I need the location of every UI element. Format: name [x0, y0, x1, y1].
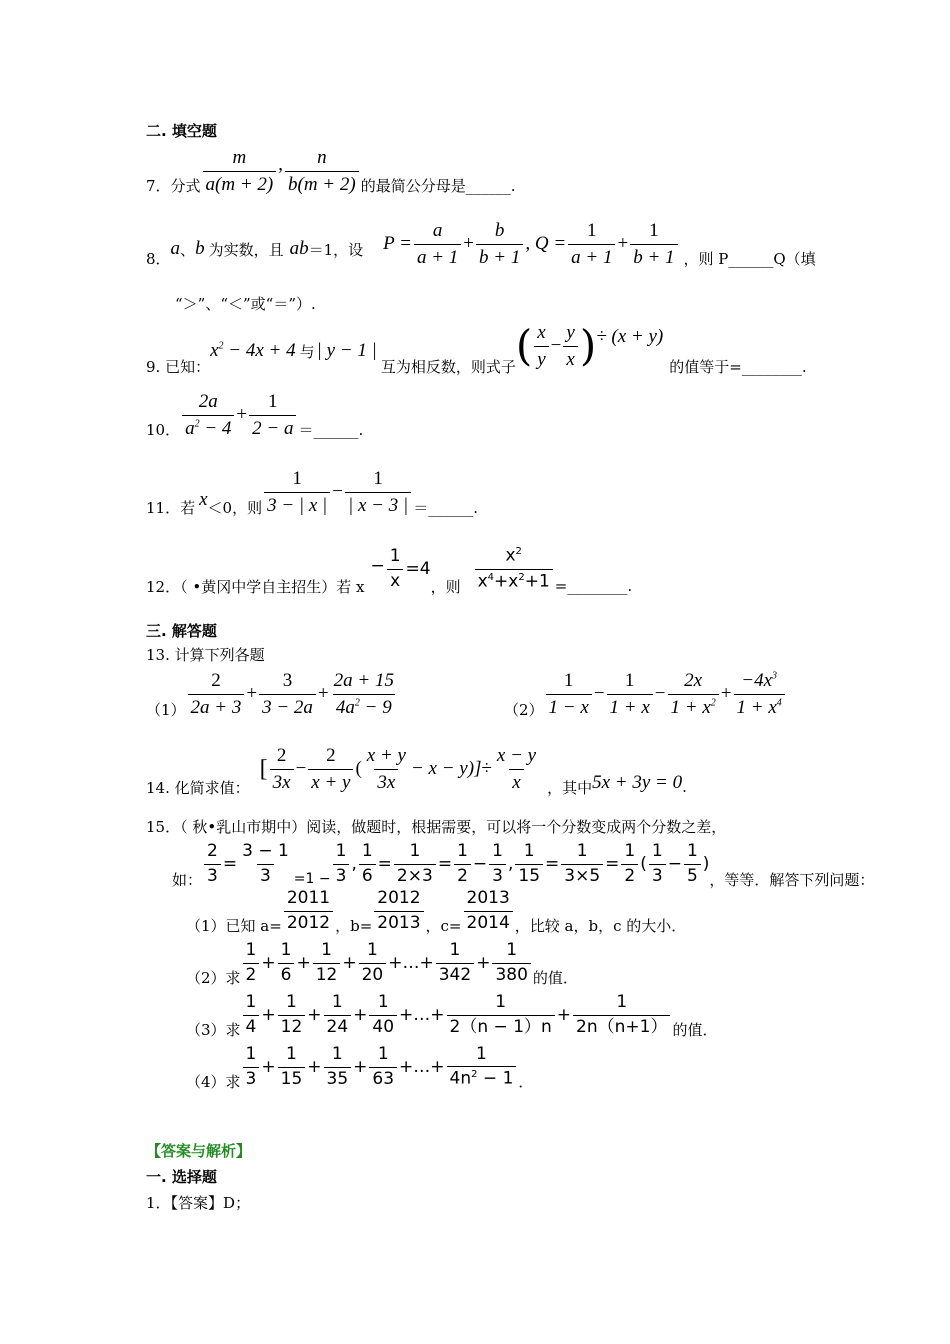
q8-fraction-a: $\frac{a}{a + 1}$ [414, 220, 461, 269]
q15-part-4: （4）求 $\frac{1}{3}$ + $\frac{1}{15}$ + $\frac{1}{35}$ + $\frac{1}{63}$ +…+ $\frac{1}{4n^2 - 1}$ ． [186, 1043, 534, 1091]
q8-fraction-c: $\frac{1}{a + 1}$ [568, 220, 615, 269]
q7-suffix: 的最简公分母是______. [360, 176, 516, 195]
q8-fraction-b: $\frac{b}{b + 1}$ [476, 220, 523, 269]
q15-part-1: （1）已知 a= $\frac{2011}{2012}$ ，b= $\frac{2012}{2013}$ ，c= $\frac{2013}{2014}$ ，比较 a，b，c 的大小． [186, 887, 687, 935]
q13-title: 13. 计算下列各题 [146, 646, 265, 664]
q8-line2: “＞”、“＜”或“＝”）. [175, 295, 316, 313]
question-14: 14. 化简求值： [ $\frac{2}{3x}$ − $\frac{2}{x + y}$ ( $\frac{x + y}{3x}$ − x − y)] ÷ $\frac{x - y}{x}$ ，其中 5x + 3y = 0 . [146, 744, 687, 797]
q15-part-3: （3）求 $\frac{1}{4}$ + $\frac{1}{12}$ + $\frac{1}{24}$ + $\frac{1}{40}$ +…+ $\frac{1}{2(n - 1)n}$ + $\frac{1}{2n(n+1)}$ 的值． [186, 991, 718, 1039]
question-8: 8． a 、 b 为实数，且 ab ＝1，设 P = $\frac{a}{a + 1}$ + $\frac{b}{b + 1}$ , Q = $\frac{1}{a + 1}$ + $\frac{1}{b + 1}$ ，则 P______Q（填 [146, 219, 816, 268]
section-heading-answers: 【答案与解析】 [146, 1142, 252, 1160]
q15-intro: 15．（ 秋•乳山市期中）阅读，做题时，根据需要，可以将一个分数变成两个分数之差， [146, 818, 727, 836]
question-10: 10． $\frac{2a}{a^2 - 4}$ + $\frac{1}{2 - a}$ ＝______. [146, 390, 364, 439]
question-12: 12．（ •黄冈中学自主招生）若 x − $\frac{1}{x}$ =4 ，则 $\frac{x^2}{x^4+x^2+1}$ =________. [146, 545, 633, 596]
question-13-part-2: （2） $\frac{1}{1 - x}$ − $\frac{1}{1 + x}$ − $\frac{2x}{1 + x^2}$ + $\frac{-4x^3}{1 + x^4}$ [504, 668, 787, 720]
question-9: 9. 已知： $x^2 - 4x + 4$ 与 | y − 1 | 互为相反数，则式子 ( $\frac{x}{y}$ − $\frac{y}{x}$ ) ÷ (x + y) 的值等于=________. [146, 321, 807, 376]
q15-example: 如： $\frac{2}{3}$ = $\frac{3 - 1}{3}$ =1 − $\frac{1}{3}$ , $\frac{1}{6}$ = $\frac{1}{2\times 3}$ = $\frac{1}{2}$ − $\frac{1}{3}$ , $\frac{1}{15}$ = $\frac{1}{3\times 5}$ = $\frac{1}{2}$ ( $\frac{1}{3}$ − $\frac{1}{5}$ ) ，等等．解答下列问题： [172, 840, 875, 889]
question-11: 11．若 x ＜0，则 $\frac{1}{3 - | x |}$ − $\frac{1}{| x - 3 |}$ ＝______. [146, 467, 478, 517]
q7-label: 7．分式 [146, 176, 201, 195]
question-13-part-1: （1） $\frac{2}{2a + 3}$ + $\frac{3}{3 - 2a}$ + $\frac{2a + 15}{4a^2 - 9}$ [146, 669, 394, 719]
q15-part-2: （2）求 $\frac{1}{2}$ + $\frac{1}{6}$ + $\frac{1}{12}$ + $\frac{1}{20}$ +…+ $\frac{1}{342}$ + $\frac{1}{380}$ 的值． [186, 939, 578, 987]
answer-1: 1．【答案】D； [146, 1194, 251, 1212]
section-heading-solve: 三. 解答题 [146, 622, 217, 640]
section-heading-fill-blank: 二. 填空题 [146, 122, 217, 140]
q7-fraction-1: $\frac{m}{a(m + 2)}$ [203, 147, 277, 196]
q8-fraction-d: $\frac{1}{b + 1}$ [630, 220, 677, 269]
question-7: 7．分式 $\frac{m}{a(m + 2)}$ , $\frac{n}{b(m + 2)}$ 的最简公分母是______. [146, 146, 516, 195]
section-heading-choice: 一. 选择题 [146, 1168, 217, 1186]
q7-fraction-2: $\frac{n}{b(m + 2)}$ [285, 147, 359, 196]
